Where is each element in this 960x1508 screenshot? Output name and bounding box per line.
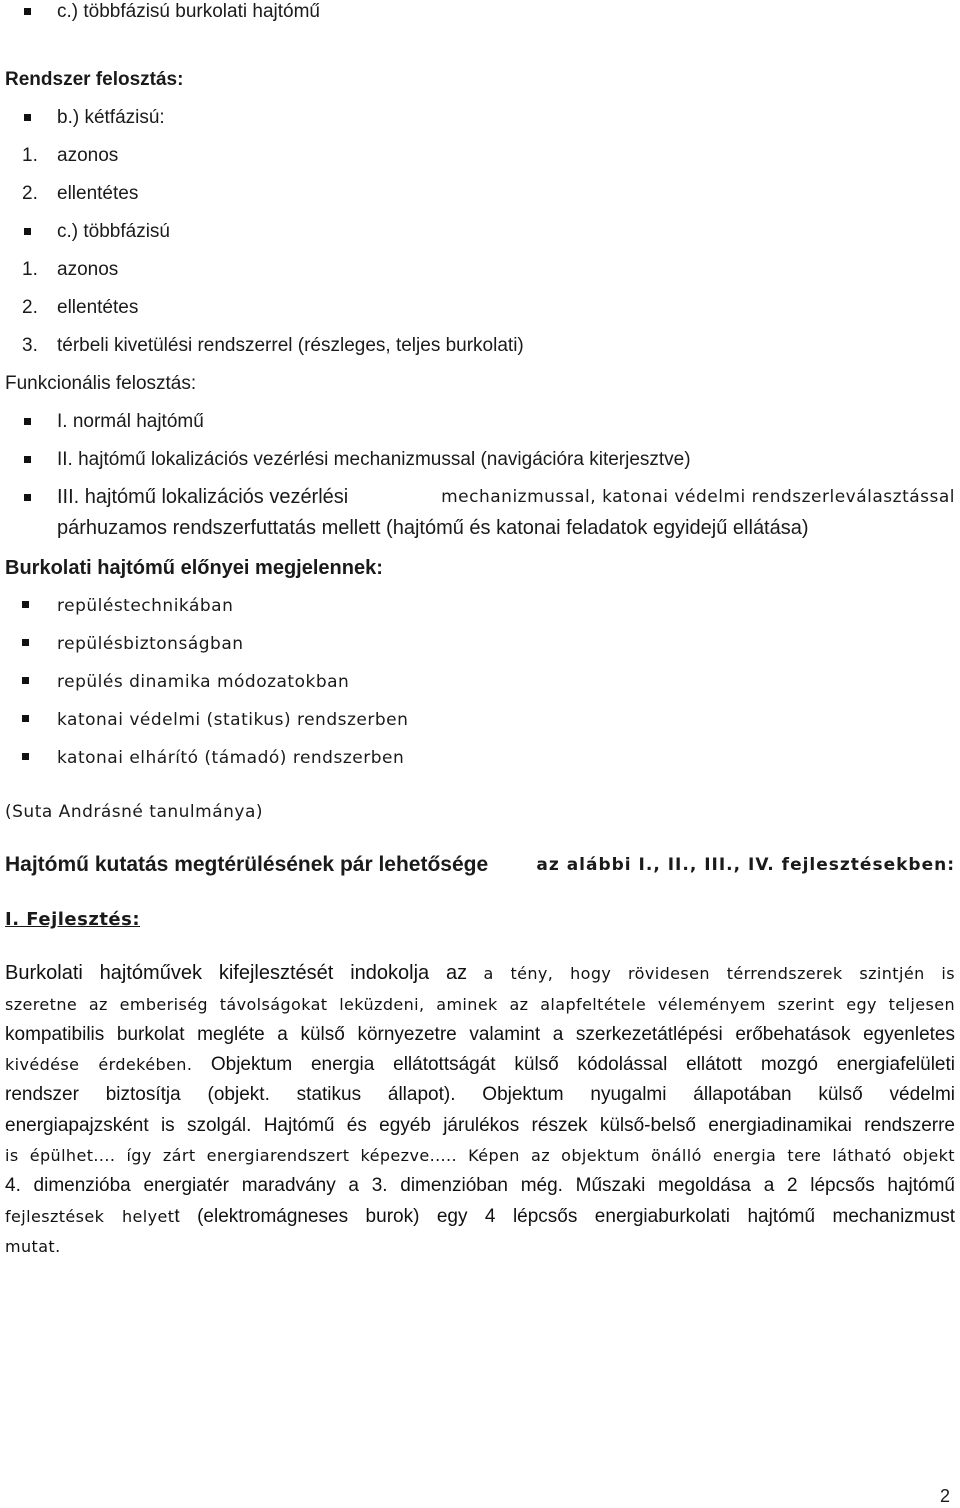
list-item: I. normál hajtómű — [57, 411, 204, 432]
list-item: repüléstechnikában — [57, 596, 234, 616]
bullet-square-icon — [24, 228, 31, 235]
paragraph-line — [5, 1140, 955, 1171]
paragraph-line — [5, 1231, 955, 1262]
list-number: 1. — [22, 145, 38, 166]
heading-part: az alábbi I., II., III., IV. fejlesztésekben: — [536, 855, 955, 875]
bullet-square-icon — [24, 8, 31, 15]
bullet-square-icon — [22, 753, 29, 760]
bullet-square-icon — [24, 418, 31, 425]
list-item: b.) kétfázisú: — [57, 107, 165, 128]
section-heading-funkcionalis: Funkcionális felosztás: — [5, 373, 197, 394]
paragraph-fragment: Burkolati hajtóművek kifejlesztését indokolja az — [5, 962, 468, 984]
heading-part: Hajtómű kutatás megtérülésének pár lehetősége — [5, 853, 489, 876]
bullet-square-icon — [24, 114, 31, 121]
list-item: II. hajtómű lokalizációs vezérlési mechanizmussal (navigációra kiterjesztve) — [57, 449, 691, 470]
bullet-square-icon — [22, 601, 29, 608]
list-item: ellentétes — [57, 183, 139, 204]
paragraph-line — [5, 1201, 955, 1232]
list-item: repülés dinamika módozatokban — [57, 672, 350, 692]
paragraph-fragment: rendszer biztosítja (objekt. statikus állapot). Objektum nyugalmi állapotában külső védelmi — [5, 1084, 955, 1105]
section-heading-fejlesztes: I. Fejlesztés: — [5, 909, 141, 930]
paragraph-fragment: szeretne az emberiség távolságokat leküzdeni, aminek az alapfeltétele véleményem szerint egy teljesen — [5, 995, 955, 1014]
list-number: 2. — [22, 297, 38, 318]
paragraph-line — [5, 1049, 955, 1080]
paragraph-line — [5, 1079, 955, 1110]
section-heading-rendszer: Rendszer felosztás: — [5, 69, 184, 90]
bullet-square-icon — [22, 639, 29, 646]
source-citation: (Suta Andrásné tanulmánya) — [5, 802, 263, 822]
paragraph-fragment: mutat. — [5, 1237, 61, 1256]
paragraph-fragment: t (elektromágneses burok) egy 4 lépcsős energiaburkolati hajtómű mechanizmust — [174, 1206, 955, 1227]
list-number: 1. — [22, 259, 38, 280]
paragraph-line — [5, 958, 955, 989]
list-item — [57, 485, 955, 509]
section-heading-elonyok: Burkolati hajtómű előnyei megjelennek: — [5, 557, 383, 579]
paragraph-fragment: is épülhet.... így zárt energiarendszert képezve..... Képen az objektum önálló energia tere látható objekt — [5, 1146, 955, 1165]
paragraph-line — [5, 989, 955, 1020]
paragraph-fragment: kivédése érdekében. — [5, 1055, 193, 1074]
list-item: c.) többfázisú — [57, 221, 170, 242]
paragraph-fragment: kompatibilis burkolat megléte a külső környezetre valamint a szerkezetátlépési erőbehatások egyenletes — [5, 1024, 955, 1045]
list-item-part: mechanizmussal, katonai védelmi rendszerleválasztással — [441, 487, 955, 507]
paragraph-fragment: fejlesztések helyet — [5, 1207, 175, 1226]
paragraph-line — [5, 1110, 955, 1141]
paragraph-fragment: 4. dimenzióba energiatér maradvány a 3. dimenzióban még. Műszaki megoldása a 2 lépcsős hajtómű — [5, 1175, 955, 1196]
section-heading-kutatas — [5, 853, 955, 877]
list-item-continuation: párhuzamos rendszerfuttatás mellett (hajtómű és katonai feladatok egyidejű ellátása) — [57, 517, 809, 539]
list-item: c.) többfázisú burkolati hajtómű — [57, 1, 320, 22]
paragraph-fragment: a tény, hogy rövidesen térrendszerek szintjén is — [483, 964, 955, 983]
list-item: azonos — [57, 259, 119, 280]
bullet-square-icon — [24, 494, 31, 501]
bullet-square-icon — [22, 677, 29, 684]
paragraph-line — [5, 1170, 955, 1201]
list-item-part: III. hajtómű lokalizációs vezérlési — [57, 486, 349, 508]
paragraph-line — [5, 1019, 955, 1050]
page-number: 2 — [940, 1486, 951, 1506]
list-item: repülésbiztonságban — [57, 634, 244, 654]
list-item: térbeli kivetülési rendszerrel (részleges, teljes burkolati) — [57, 335, 524, 356]
list-number: 3. — [22, 335, 38, 356]
list-item: ellentétes — [57, 297, 139, 318]
bullet-square-icon — [22, 715, 29, 722]
list-item: katonai elhárító (támadó) rendszerben — [57, 748, 405, 768]
list-number: 2. — [22, 183, 38, 204]
list-item: azonos — [57, 145, 119, 166]
list-item: katonai védelmi (statikus) rendszerben — [57, 710, 409, 730]
paragraph-fragment: energiapajzsként is szolgál. Hajtómű és egyéb járulékos részek külső-belső energiadinamikai rendszerre — [5, 1115, 955, 1136]
paragraph-fragment: Objektum energia ellátottságát külső kódolással ellátott mozgó energiafelületi — [210, 1054, 955, 1075]
bullet-square-icon — [24, 456, 31, 463]
